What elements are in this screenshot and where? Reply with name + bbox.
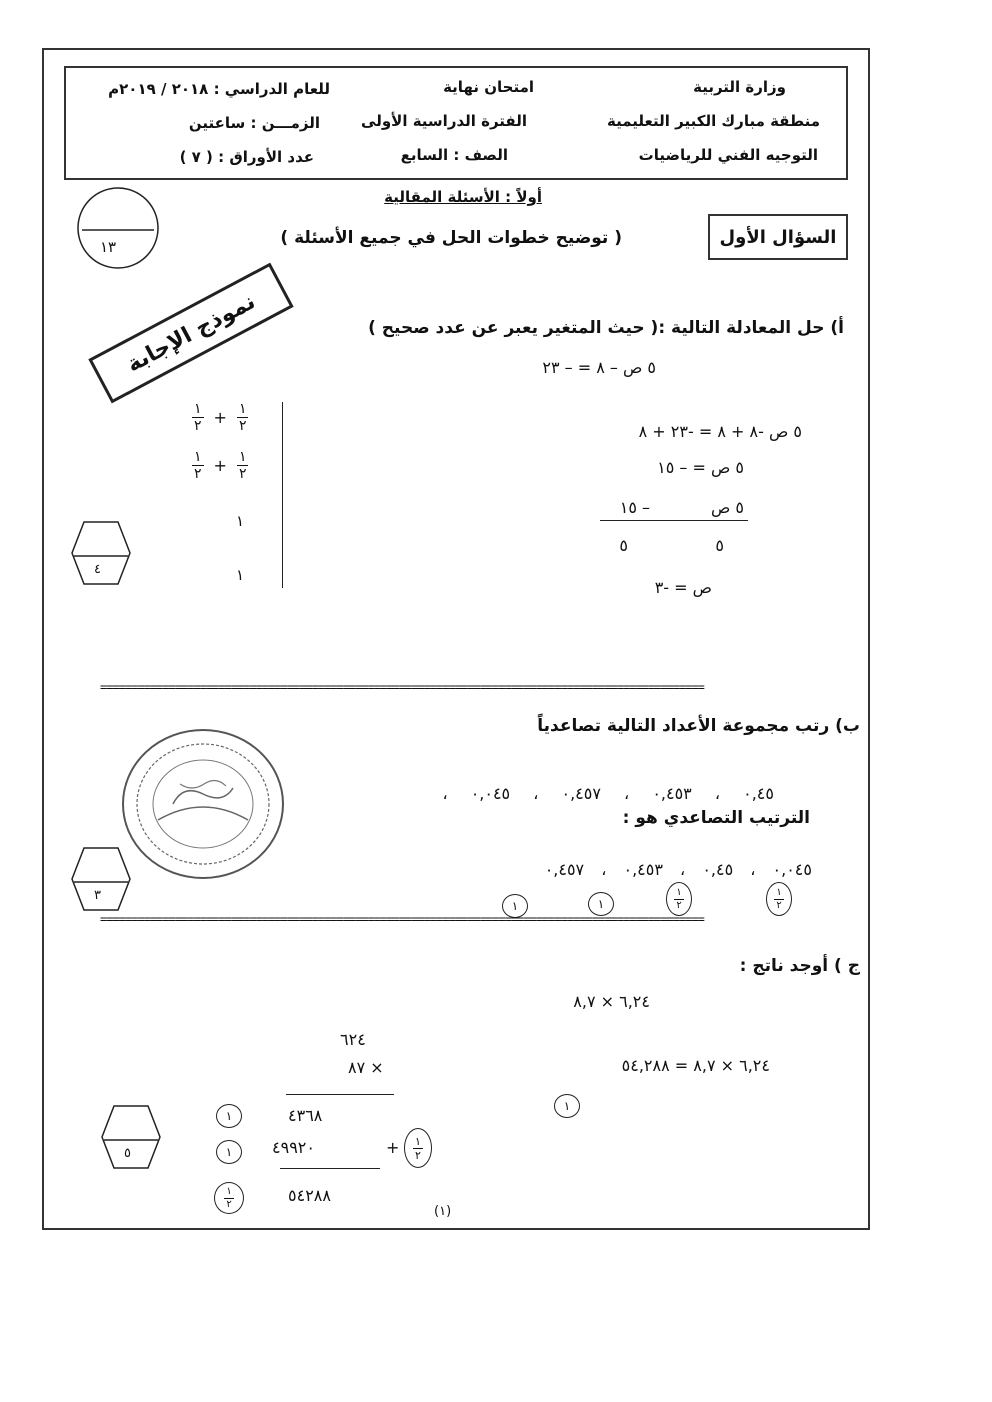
- part-c-answer-mark: ١: [554, 1094, 580, 1118]
- mult-result: ٥٤٢٨٨: [288, 1186, 331, 1205]
- header-ministry: وزارة التربية: [693, 78, 786, 96]
- official-seal: [118, 724, 288, 884]
- part-c-mark-p1: ١: [216, 1104, 242, 1128]
- header-region: منطقة مبارك الكبير التعليمية: [607, 112, 820, 130]
- part-a-equation: ٥ ص – ٨ = – ٢٣: [542, 358, 656, 377]
- part-c-score-hexagon: [100, 1104, 162, 1170]
- question-label: السؤال الأول: [708, 214, 848, 260]
- part-a-step3-right: ٥ ص: [710, 498, 744, 517]
- instruction: ( توضيح خطوات الحل في جميع الأسئلة ): [280, 228, 622, 248]
- part-b-mark-4: $\frac{١}{٢}$: [766, 882, 792, 916]
- mark-one-a: ١: [236, 512, 245, 530]
- part-a-step4: ص = -٣: [654, 578, 712, 597]
- part-b-score: ٣: [94, 888, 101, 903]
- answer-key-stamp: نموذج الإجابة: [88, 263, 293, 404]
- mult-top: ٦٢٤: [340, 1030, 366, 1049]
- total-score-circle: [76, 186, 160, 270]
- part-c-mark-p2: ١: [216, 1140, 242, 1164]
- header-supervision: التوجيه الفني للرياضيات: [638, 146, 818, 164]
- part-b-order: ٠,٠٤٥ ، ٠,٤٥ ، ٠,٤٥٣ ، ٠,٤٥٧: [544, 860, 812, 879]
- separator-1: =================================================================================================: [100, 680, 704, 694]
- part-c-mark-plus: $\frac{١}{٢}$: [404, 1128, 432, 1168]
- header-year: للعام الدراسي : ٢٠١٨ / ٢٠١٩م: [108, 80, 330, 98]
- part-a-step3-left: – ١٥: [619, 498, 650, 517]
- part-b-prompt: ب) رتب مجموعة الأعداد التالية تصاعدياً: [537, 716, 860, 736]
- mark-row-1: $\frac{١}{٢}$ + $\frac{١}{٢}$: [194, 401, 247, 434]
- marks-divider: [282, 402, 283, 588]
- header-term: الفترة الدراسية الأولى: [361, 112, 527, 130]
- mult-by: × ٨٧: [348, 1058, 384, 1077]
- part-b-score-hexagon: [70, 846, 132, 912]
- header-grade: الصف : السابع: [400, 146, 508, 164]
- fraction-bar: [600, 520, 748, 521]
- header-sheets: عدد الأوراق : ( ٧ ): [179, 148, 314, 166]
- section-title: أولاً : الأسئلة المقالية: [384, 188, 542, 206]
- separator-2: =================================================================================================: [100, 912, 704, 926]
- page-number: (١): [434, 1204, 452, 1219]
- part-c-prompt: ج ) أوجد ناتج :: [739, 956, 860, 976]
- header-time: الزمـــن : ساعتين: [188, 114, 320, 132]
- total-score: ١٣: [100, 238, 117, 256]
- part-c-answer: ٦,٢٤ × ٨,٧ = ٥٤,٢٨٨: [621, 1056, 770, 1075]
- part-c-expression: ٦,٢٤ × ٨,٧: [573, 992, 650, 1011]
- mult-partial-1: ٤٣٦٨: [288, 1106, 323, 1125]
- part-a-den-right: ٥: [715, 536, 724, 555]
- part-a-den-left: ٥: [619, 536, 628, 555]
- part-c-mark-result: $\frac{١}{٢}$: [214, 1182, 244, 1214]
- header-exam: امتحان نهاية: [443, 78, 534, 96]
- part-c-score: ٥: [124, 1146, 131, 1161]
- part-a-step2: ٥ ص = – ١٥: [657, 458, 744, 477]
- mult-line-1: [286, 1094, 394, 1095]
- part-a-score-hexagon: [70, 520, 132, 586]
- part-b-numbers: ٠,٤٥ ، ٠,٤٥٣ ، ٠,٤٥٧ ، ٠,٠٤٥ ،: [442, 784, 774, 803]
- part-b-mark-3: $\frac{١}{٢}$: [666, 882, 692, 916]
- mult-partial-2: ٤٩٩٢٠: [272, 1138, 315, 1157]
- mark-row-2: $\frac{١}{٢}$ + $\frac{١}{٢}$: [194, 449, 247, 482]
- part-a-score: ٤: [94, 562, 101, 577]
- part-b-mark-2: ١: [588, 892, 614, 916]
- mark-one-b: ١: [236, 566, 245, 584]
- mult-plus: +: [386, 1138, 401, 1157]
- mult-line-2: [280, 1168, 380, 1169]
- part-a-prompt: أ) حل المعادلة التالية :( حيث المتغير يعبر عن عدد صحيح ): [368, 318, 844, 338]
- part-b-mark-1: ١: [502, 894, 528, 918]
- part-b-order-label: الترتيب التصاعدي هو :: [622, 808, 810, 828]
- part-a-step1: ٥ ص -٨ + ٨ = -٢٣ + ٨: [638, 422, 802, 441]
